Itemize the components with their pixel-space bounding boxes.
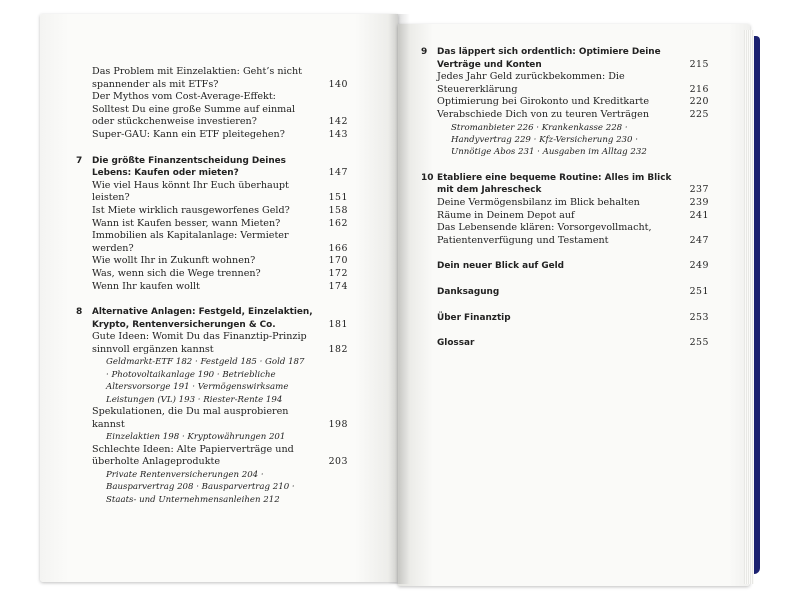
page-number: 220 xyxy=(689,96,709,108)
toc-subentries: Stromanbieter 226 · Krankenkasse 228 · Handyvertrag 229 · Kfz-Versicherung 230 · Unnötige Abos 231 · Ausgaben im Alltag 232 xyxy=(451,122,647,158)
toc-section xyxy=(437,286,709,299)
toc-entry-title: Immobilien als Kapitalanlage: Vermieter werden? xyxy=(92,230,289,254)
toc-entry-title: Dein neuer Blick auf Geld xyxy=(437,261,565,272)
toc-entry xyxy=(92,406,348,431)
toc-entry-title: Danksagung xyxy=(437,286,500,297)
page-number: 241 xyxy=(689,209,709,221)
toc-entry xyxy=(437,71,709,96)
toc-entry-title: Jedes Jahr Geld zurückbekommen: Die Steuererklärung xyxy=(437,71,625,95)
page-number: 143 xyxy=(328,128,348,140)
chapter-number: 10 xyxy=(421,172,434,183)
section-spacer xyxy=(437,273,709,286)
section-spacer xyxy=(437,247,709,260)
page-number: 140 xyxy=(328,78,348,90)
toc-entry-title: Glossar xyxy=(437,338,475,349)
page-number: 255 xyxy=(689,337,709,349)
toc-section xyxy=(437,337,709,350)
section-spacer xyxy=(437,324,709,337)
toc-entry-title: Wie viel Haus könnt Ihr Euch überhaupt leisten? xyxy=(92,179,289,204)
section-spacer xyxy=(92,293,348,306)
toc-entry-title: Das läppert sich ordentlich: Optimiere Deine Verträge und Konten xyxy=(437,47,661,70)
page-number: 239 xyxy=(689,196,709,208)
toc-entry-title: Schlechte Ideen: Alte Papierverträge und überholte Anlageprodukte xyxy=(92,443,294,468)
toc-entry xyxy=(92,444,348,469)
toc-entry xyxy=(92,281,348,294)
toc-subentries: Einzelaktien 198 · Kryptowährungen 201 xyxy=(106,432,286,443)
toc-entry-title: Wie wollt Ihr in Zukunft wohnen? xyxy=(92,255,256,267)
toc-entry-title: Über Finanztip xyxy=(437,312,511,323)
page-number: 162 xyxy=(328,217,348,229)
chapter-number: 8 xyxy=(76,307,83,318)
page-number: 142 xyxy=(328,116,348,128)
toc-entry xyxy=(437,197,709,210)
page-number: 216 xyxy=(689,83,709,95)
toc-subentries: Private Rentenversicherungen 204 · Bausparvertrag 208 · Bausparvertrag 210 · Staats- und Unternehmensanleihen 212 xyxy=(106,469,295,505)
toc-subentries: Geldmarkt-ETF 182 · Festgeld 185 · Gold 187 · Photovoltaikanlage 190 · Betriebliche Altersvorsorge 191 · Vermögenswirksame Leistungen (VL) 193 · Riester-Rente 194 xyxy=(106,357,305,405)
page-number: 181 xyxy=(328,318,348,330)
page-number: 225 xyxy=(689,108,709,120)
toc-entry-title: Wann ist Kaufen besser, wann Mieten? xyxy=(92,217,281,229)
chapter-number: 9 xyxy=(421,47,428,57)
toc-left-page xyxy=(76,66,348,506)
toc-chapter xyxy=(421,46,709,71)
toc-entry xyxy=(437,222,709,247)
toc-entry-title: Räume in Deinem Depot auf xyxy=(437,209,575,221)
page-number: 249 xyxy=(689,260,709,272)
toc-entry-title: Gute Ideen: Womit Du das Finanztip-Prinzip sinnvoll ergänzen kannst xyxy=(92,331,307,355)
toc-entry xyxy=(437,109,709,122)
toc-entry xyxy=(92,180,348,205)
toc-entry-title: Was, wenn sich die Wege trennen? xyxy=(92,267,261,279)
toc-entry xyxy=(92,268,348,281)
page-number: 198 xyxy=(328,418,348,430)
toc-entry xyxy=(92,66,348,91)
page-number: 215 xyxy=(689,58,709,70)
toc-entry-title: Etabliere eine bequeme Routine: Alles im Blick mit dem Jahrescheck xyxy=(437,172,672,196)
toc-chapter xyxy=(76,306,348,331)
page-number: 172 xyxy=(328,267,348,279)
page-number: 247 xyxy=(689,234,709,246)
toc-chapter xyxy=(76,155,348,180)
toc-entry-title: Alternative Anlagen: Festgeld, Einzelaktien, Krypto, Rentenversicherungen & Co. xyxy=(92,307,313,330)
toc-entry xyxy=(437,96,709,109)
toc-chapter xyxy=(421,172,709,197)
toc-entry-title: Verabschiede Dich von zu teuren Verträgen xyxy=(437,108,650,120)
section-spacer xyxy=(92,142,348,155)
page-number: 166 xyxy=(328,242,348,254)
toc-entry-title: Ist Miete wirklich rausgeworfenes Geld? xyxy=(92,204,290,216)
toc-entry-title: Wenn Ihr kaufen wollt xyxy=(92,280,200,292)
book-gutter xyxy=(388,14,410,584)
page-number: 251 xyxy=(689,285,709,297)
toc-entry-title: Das Lebensende klären: Vorsorgevollmacht, Patientenverfügung und Testament xyxy=(437,222,652,246)
chapter-number: 7 xyxy=(76,155,83,166)
page-number: 253 xyxy=(689,311,709,323)
toc-section xyxy=(437,260,709,273)
page-number: 151 xyxy=(328,192,348,204)
toc-entry-title: Optimierung bei Girokonto und Kreditkarte xyxy=(437,96,650,108)
toc-entry xyxy=(437,210,709,223)
toc-right-page xyxy=(421,46,709,350)
toc-entry xyxy=(92,129,348,142)
page-number: 170 xyxy=(328,255,348,267)
toc-entry xyxy=(92,255,348,268)
page-number: 174 xyxy=(328,280,348,292)
toc-entry xyxy=(92,331,348,356)
toc-entry-title: Der Mythos vom Cost-Average-Effekt: Solltest Du eine große Summe auf einmal oder stückchenweise investieren? xyxy=(92,91,296,128)
page-number: 203 xyxy=(328,456,348,468)
toc-entry-title: Super-GAU: Kann ein ETF pleitegehen? xyxy=(92,128,285,140)
toc-entry xyxy=(92,218,348,231)
toc-entry xyxy=(92,205,348,218)
toc-section xyxy=(437,312,709,325)
page-number: 158 xyxy=(328,204,348,216)
toc-entry xyxy=(92,91,348,129)
section-spacer xyxy=(437,159,709,172)
section-spacer xyxy=(437,299,709,312)
toc-entry-title: Das Problem mit Einzelaktien: Geht’s nicht spannender als mit ETFs? xyxy=(92,66,303,90)
toc-entry-title: Spekulationen, die Du mal ausprobieren kannst xyxy=(92,406,289,430)
toc-entry-title: Die größte Finanzentscheidung Deines Lebens: Kaufen oder mieten? xyxy=(92,155,286,179)
page-stack-edge xyxy=(744,30,754,584)
page-number: 147 xyxy=(328,167,348,179)
page-number: 182 xyxy=(328,343,348,355)
toc-entry-title: Deine Vermögensbilanz im Blick behalten xyxy=(437,196,640,208)
page-number: 237 xyxy=(689,184,709,196)
toc-entry xyxy=(92,230,348,255)
